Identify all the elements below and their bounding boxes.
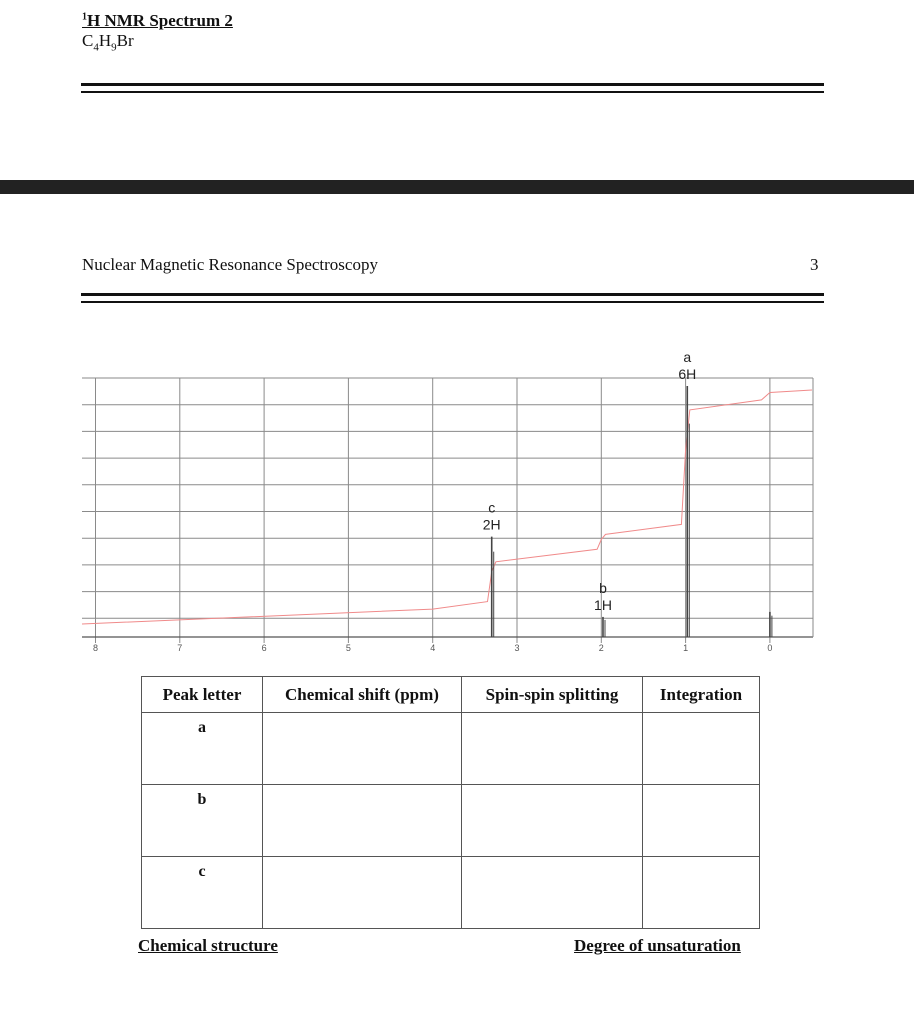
page-break-band bbox=[0, 180, 914, 194]
integration-cell[interactable] bbox=[643, 857, 760, 929]
chemical-shift-cell[interactable] bbox=[263, 857, 462, 929]
integration-cell[interactable] bbox=[643, 713, 760, 785]
peak-letter-label: c bbox=[488, 499, 496, 516]
integration-curve bbox=[82, 390, 812, 624]
peak-letter-cell: b bbox=[142, 785, 263, 857]
table-row bbox=[142, 785, 760, 857]
running-header: Nuclear Magnetic Resonance Spectroscopy bbox=[82, 255, 378, 274]
nmr-spectrum-chart bbox=[0, 330, 914, 660]
peak-integration-label: 2H bbox=[482, 516, 501, 533]
x-tick-label: 0 bbox=[767, 643, 773, 653]
molecular-formula: $C_4H_9Br$ bbox=[82, 31, 134, 54]
peak-labels bbox=[483, 349, 696, 613]
x-tick-label: 3 bbox=[514, 643, 520, 653]
x-tick-label: 2 bbox=[598, 643, 604, 653]
chemical-structure-label: Chemical structure bbox=[138, 936, 278, 955]
x-tick-label: 8 bbox=[92, 643, 99, 653]
x-axis-ticks bbox=[93, 643, 772, 653]
table-header-row bbox=[142, 677, 760, 713]
peak-letter-cell: a bbox=[142, 713, 263, 785]
chemical-shift-cell[interactable] bbox=[263, 713, 462, 785]
peak-letter-cell: c bbox=[142, 857, 263, 929]
x-tick-label: 7 bbox=[177, 643, 183, 653]
x-tick-label: 6 bbox=[261, 643, 267, 653]
chemical-shift-cell[interactable] bbox=[263, 785, 462, 857]
header-rule-thick bbox=[81, 293, 824, 296]
x-tick-label: 5 bbox=[345, 643, 351, 653]
x-tick-label: 1 bbox=[683, 643, 689, 653]
top-rule-thin bbox=[81, 91, 824, 93]
splitting-cell[interactable] bbox=[462, 785, 643, 857]
peak-letter-label: b bbox=[599, 579, 607, 596]
header-peak-letter: Peak letter bbox=[142, 677, 263, 713]
splitting-cell[interactable] bbox=[462, 713, 643, 785]
peak-assignment-table bbox=[141, 676, 760, 929]
peak-integration-label: 6H bbox=[678, 366, 697, 382]
header-spin-splitting: Spin-spin splitting bbox=[462, 677, 643, 713]
top-rule-thick bbox=[81, 83, 824, 86]
table-row bbox=[142, 857, 760, 929]
header-chemical-shift: Chemical shift (ppm) bbox=[263, 677, 462, 713]
header-integration: Integration bbox=[643, 677, 760, 713]
degree-of-unsaturation-label: Degree of unsaturation bbox=[574, 936, 741, 955]
table-row bbox=[142, 713, 760, 785]
header-rule-thin bbox=[81, 301, 824, 303]
x-tick-label: 4 bbox=[430, 643, 436, 653]
chart-grid bbox=[82, 378, 813, 643]
page-number: 3 bbox=[810, 255, 819, 274]
peak-integration-label: 1H bbox=[594, 596, 612, 613]
integration-cell[interactable] bbox=[643, 785, 760, 857]
peak-letter-label: a bbox=[683, 349, 692, 365]
splitting-cell[interactable] bbox=[462, 857, 643, 929]
spectrum-title: $^1$H NMR Spectrum 2 bbox=[82, 11, 233, 30]
